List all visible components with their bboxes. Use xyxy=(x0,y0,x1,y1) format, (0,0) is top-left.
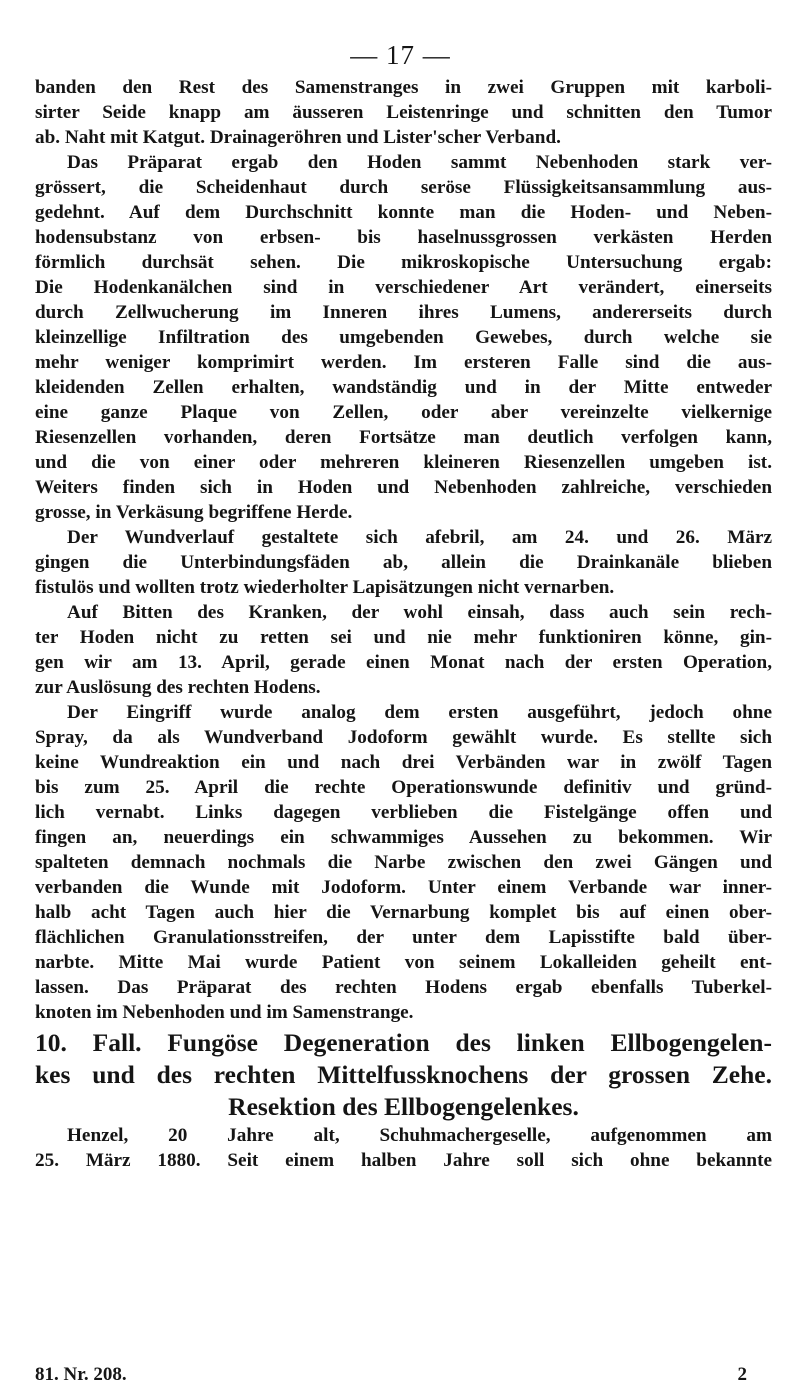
text-line: sirter Seide knapp am äusseren Leistenringe und schnitten den Tumor xyxy=(35,102,772,123)
text-line: gingen die Unterbindungsfäden ab, allein die Drainkanäle blieben xyxy=(35,552,772,573)
section-heading xyxy=(35,1027,772,1123)
text-line: gen wir am 13. April, gerade einen Monat nach der ersten Operation, xyxy=(35,652,772,673)
paragraph-procedure xyxy=(35,700,772,1025)
text-line: hodensubstanz von erbsen- bis haselnussgrossen verkästen Herden xyxy=(35,227,772,248)
text-line: knoten im Nebenhoden und im Samenstrange. xyxy=(35,1002,414,1023)
text-line: bis zum 25. April die rechte Operationswunde definitiv und gründ- xyxy=(35,777,772,798)
text-line: Das Präparat ergab den Hoden sammt Nebenhoden stark ver- xyxy=(67,152,772,173)
paragraph-case-intro xyxy=(35,1123,772,1173)
text-line: grosse, in Verkäsung begriffene Herde. xyxy=(35,502,353,523)
printer-signature: 81. Nr. 208. xyxy=(35,1364,127,1385)
text-line: spalteten demnach nochmals die Narbe zwischen den zwei Gängen und xyxy=(35,852,772,873)
text-line: Spray, da als Wundverband Jodoform gewählt wurde. Es stellte sich xyxy=(35,727,772,748)
text-line: kleinzellige Infiltration des umgebenden Gewebes, durch welche sie xyxy=(35,327,772,348)
text-line: gedehnt. Auf dem Durchschnitt konnte man die Hoden- und Neben- xyxy=(35,202,772,223)
text-line: keine Wundreaktion ein und nach drei Verbänden war in zwölf Tagen xyxy=(35,752,772,773)
text-line: Die Hodenkanälchen sind in verschiedener Art verändert, einerseits xyxy=(35,277,772,298)
text-line: ter Hoden nicht zu retten sei und nie mehr funktioniren könne, gin- xyxy=(35,627,772,648)
text-line: grössert, die Scheidenhaut durch seröse Flüssigkeitsansammlung aus- xyxy=(35,177,772,198)
text-line: Henzel, 20 Jahre alt, Schuhmachergeselle, aufgenommen am xyxy=(67,1125,772,1146)
text-line: lassen. Das Präparat des rechten Hodens ergab ebenfalls Tuberkel- xyxy=(35,977,772,998)
text-line: Der Eingriff wurde analog dem ersten ausgeführt, jedoch ohne xyxy=(67,702,772,723)
text-line: eine ganze Plaque von Zellen, oder aber vereinzelte vielkernige xyxy=(35,402,772,423)
heading-line: 10. Fall. Fungöse Degeneration des linken Ellbogengelen- xyxy=(35,1028,772,1057)
text-line: ab. Naht mit Katgut. Drainageröhren und Lister'scher Verband. xyxy=(35,127,561,148)
text-line: flächlichen Granulationsstreifen, der unter dem Lapisstifte bald über- xyxy=(35,927,772,948)
text-line: lich vernabt. Links dagegen verblieben die Fistelgänge offen und xyxy=(35,802,772,823)
text-line: durch Zellwucherung im Inneren ihres Lumens, andererseits durch xyxy=(35,302,772,323)
text-line: Der Wundverlauf gestaltete sich afebril, am 24. und 26. März xyxy=(67,527,772,548)
text-line: kleidenden Zellen erhalten, wandständig und in der Mitte entweder xyxy=(35,377,772,398)
text-line: fingen an, neuerdings ein schwammiges Aussehen zu bekommen. Wir xyxy=(35,827,772,848)
page-footer xyxy=(35,1364,772,1389)
heading-line: kes und des rechten Mittelfussknochens der grossen Zehe. xyxy=(35,1060,772,1089)
text-line: Weiters finden sich in Hoden und Nebenhoden zahlreiche, verschieden xyxy=(35,477,772,498)
paragraph-specimen xyxy=(35,150,772,525)
text-line: narbte. Mitte Mai wurde Patient von seinem Lokalleiden geheilt ent- xyxy=(35,952,772,973)
paragraph-continuation xyxy=(35,75,772,150)
page-number: — 17 — xyxy=(350,40,451,70)
text-line: halb acht Tagen auch hier die Vernarbung komplet bis auf einen ober- xyxy=(35,902,772,923)
text-line: förmlich durchsät sehen. Die mikroskopische Untersuchung ergab: xyxy=(35,252,772,273)
text-line: Auf Bitten des Kranken, der wohl einsah, dass auch sein rech- xyxy=(67,602,772,623)
text-line: zur Auslösung des rechten Hodens. xyxy=(35,677,321,698)
paragraph-wound-course xyxy=(35,525,772,600)
sheet-number: 2 xyxy=(737,1364,747,1385)
heading-line: Resektion des Ellbogengelenkes. xyxy=(228,1092,579,1121)
body-text xyxy=(35,75,772,1173)
text-line: und die von einer oder mehreren kleineren Riesenzellen umgeben ist. xyxy=(35,452,772,473)
text-line: verbanden die Wunde mit Jodoform. Unter einem Verbande war inner- xyxy=(35,877,772,898)
text-line: mehr weniger komprimirt werden. Im ersteren Falle sind die aus- xyxy=(35,352,772,373)
paragraph-second-operation xyxy=(35,600,772,700)
text-line: fistulös und wollten trotz wiederholter Lapisätzungen nicht vernarben. xyxy=(35,577,615,598)
text-line: banden den Rest des Samenstranges in zwei Gruppen mit karboli- xyxy=(35,77,772,98)
text-line: 25. März 1880. Seit einem halben Jahre soll sich ohne bekannte xyxy=(35,1150,772,1171)
text-line: Riesenzellen vorhanden, deren Fortsätze man deutlich verfolgen kann, xyxy=(35,427,772,448)
